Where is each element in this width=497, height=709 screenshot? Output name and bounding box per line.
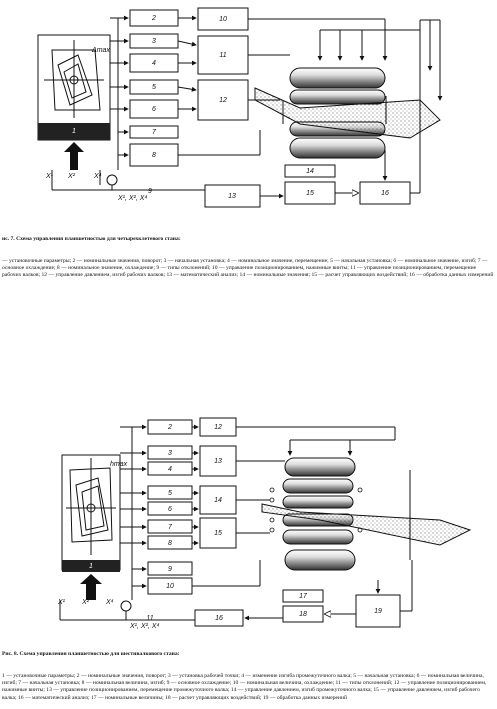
figure-7 bbox=[38, 8, 440, 207]
fig8-block-1 bbox=[62, 455, 128, 572]
svg-text:X⁴: X⁴ bbox=[94, 173, 102, 180]
fig8-caption bbox=[2, 637, 494, 709]
fig8-caption-title: Рис. 8. Схема управления планшетностью для шестивалкового стана: bbox=[2, 651, 180, 658]
fig8-block-18 bbox=[283, 606, 323, 622]
fig7-block-15 bbox=[285, 182, 335, 204]
fig8-block-3 bbox=[148, 446, 192, 459]
svg-text:2: 2 bbox=[152, 14, 156, 22]
svg-text:12: 12 bbox=[219, 96, 227, 104]
svg-text:X⁴: X⁴ bbox=[106, 599, 114, 606]
svg-text:11: 11 bbox=[219, 51, 227, 59]
fig7-block-11 bbox=[198, 36, 248, 74]
svg-text:6: 6 bbox=[168, 505, 172, 513]
fig7-block-3 bbox=[130, 34, 178, 48]
fig7-caption bbox=[2, 222, 494, 287]
fig8-block-14 bbox=[200, 486, 236, 514]
svg-text:19: 19 bbox=[374, 607, 382, 615]
svg-text:11: 11 bbox=[146, 614, 154, 622]
fig8-block-12 bbox=[200, 418, 236, 436]
svg-text:5: 5 bbox=[152, 83, 156, 91]
svg-text:X¹: X¹ bbox=[58, 599, 65, 606]
fig7-block-16 bbox=[360, 182, 410, 204]
svg-text:9: 9 bbox=[168, 565, 172, 573]
fig8-block-13 bbox=[200, 446, 236, 476]
figure-8 bbox=[57, 418, 470, 630]
svg-text:10: 10 bbox=[219, 15, 227, 23]
fig8-caption-body: 1 — установочные параметры; 2 — номинальные значения, поворот; 3 — установка рабочей точки; 4 — изменение изгиба промежуточного валка; 5 — начальная установка; 6 — номинальная величина, изгиб; 7 — начальная установка; 8 — номинальная величина, изгиб; 9 — основное охлаждение; 10 — номинальная величина, охлаждение; 11 — типы отклонений; 12 — управление позиционированием, нажимные винты; 13 — управление позиционированием, перемещение промежуточного валка; 14 — управление давлением, изгиб промежуточного валка; 15 — управление давлением, изгиб рабочего валка; 16 — математический анализ; 17 — номинальные величины; 18 — расчет управляющих воздействий; 19 — обработка данных измерений bbox=[2, 673, 488, 701]
svg-text:4: 4 bbox=[152, 59, 156, 67]
fig8-block-15 bbox=[200, 518, 236, 548]
fig7-block-12 bbox=[198, 80, 248, 120]
fig8-block-16 bbox=[195, 610, 243, 626]
fig8-block-17 bbox=[283, 590, 323, 602]
svg-text:X¹: X¹ bbox=[46, 173, 53, 180]
fig7-block-7 bbox=[130, 126, 178, 138]
fig8-block-7 bbox=[148, 520, 192, 533]
fig8-block-10 bbox=[148, 578, 192, 594]
fig7-block-4 bbox=[130, 54, 178, 72]
fig7-block-5 bbox=[130, 80, 178, 94]
svg-text:9: 9 bbox=[148, 187, 152, 195]
fig8-block-6 bbox=[148, 502, 192, 515]
fig7-block-1 bbox=[38, 35, 110, 140]
svg-text:14: 14 bbox=[306, 167, 314, 175]
svg-text:X¹, X², X⁴: X¹, X², X⁴ bbox=[130, 623, 160, 630]
fig7-block-13 bbox=[205, 185, 260, 207]
svg-text:7: 7 bbox=[168, 523, 172, 531]
svg-text:7: 7 bbox=[152, 128, 156, 136]
svg-text:13: 13 bbox=[214, 457, 222, 465]
fig7-block-2 bbox=[130, 10, 178, 26]
fig8-block-5 bbox=[148, 486, 192, 499]
svg-text:X²: X² bbox=[68, 173, 75, 180]
svg-text:X²: X² bbox=[82, 599, 89, 606]
svg-text:8: 8 bbox=[168, 539, 172, 547]
svg-text:2: 2 bbox=[168, 423, 172, 431]
svg-text:3: 3 bbox=[152, 37, 156, 45]
svg-text:16: 16 bbox=[381, 189, 389, 197]
svg-text:8: 8 bbox=[152, 151, 156, 159]
svg-text:16: 16 bbox=[215, 614, 223, 622]
fig7-rolling-mill bbox=[255, 68, 440, 158]
svg-text:5: 5 bbox=[168, 489, 172, 497]
fig8-block-2 bbox=[148, 420, 192, 434]
svg-text:14: 14 bbox=[214, 496, 222, 504]
svg-text:hmax: hmax bbox=[110, 461, 128, 468]
svg-text:3: 3 bbox=[168, 449, 172, 457]
svg-text:13: 13 bbox=[228, 192, 236, 200]
svg-text:12: 12 bbox=[214, 423, 222, 431]
fig7-block-10 bbox=[198, 8, 248, 30]
svg-text:4: 4 bbox=[168, 465, 172, 473]
svg-text:15: 15 bbox=[306, 189, 314, 197]
fig7-caption-body: — установочные параметры; 2 — номинальные значения, поворот; 3 — начальная установка; 4 — номинальное значение, перемещение; 5 — начальная установка; 6 — номинальное значение, изгиб; 7 — основное охлаждение; 8 — номинальное значение, охлаждение; 9 — типы отклонений; 10 — управление позиционированием, нажимные винты; 11 — управление позиционированием, перемещение рабочих валков; 12 — управление давлением, изгиб рабочих валков; 13 — математический анализ; 14 — номинальные значения; 15 — расчет управляющих воздействий; 16 — обработка данных измерений bbox=[2, 258, 494, 279]
svg-text:6: 6 bbox=[152, 105, 156, 113]
fig8-block-19 bbox=[356, 595, 400, 627]
svg-text:15: 15 bbox=[214, 529, 222, 537]
fig7-caption-title: ис. 7. Схема управления планшетностью для четырехклетевого стана: bbox=[2, 236, 181, 243]
fig7-block-6 bbox=[130, 100, 178, 118]
fig8-block-8 bbox=[148, 536, 192, 549]
fig8-block-9 bbox=[148, 562, 192, 575]
fig8-rolling-mill bbox=[262, 458, 470, 570]
svg-text:1: 1 bbox=[89, 562, 93, 570]
svg-text:10: 10 bbox=[166, 582, 174, 590]
fig8-block-4 bbox=[148, 462, 192, 475]
svg-text:Δmax: Δmax bbox=[92, 47, 110, 54]
svg-text:17: 17 bbox=[299, 592, 307, 600]
svg-text:18: 18 bbox=[299, 610, 307, 618]
svg-text:X¹, X², X⁴: X¹, X², X⁴ bbox=[118, 195, 148, 202]
svg-text:1: 1 bbox=[72, 127, 76, 135]
fig7-block-14 bbox=[285, 165, 335, 177]
fig7-block-8 bbox=[130, 144, 178, 166]
